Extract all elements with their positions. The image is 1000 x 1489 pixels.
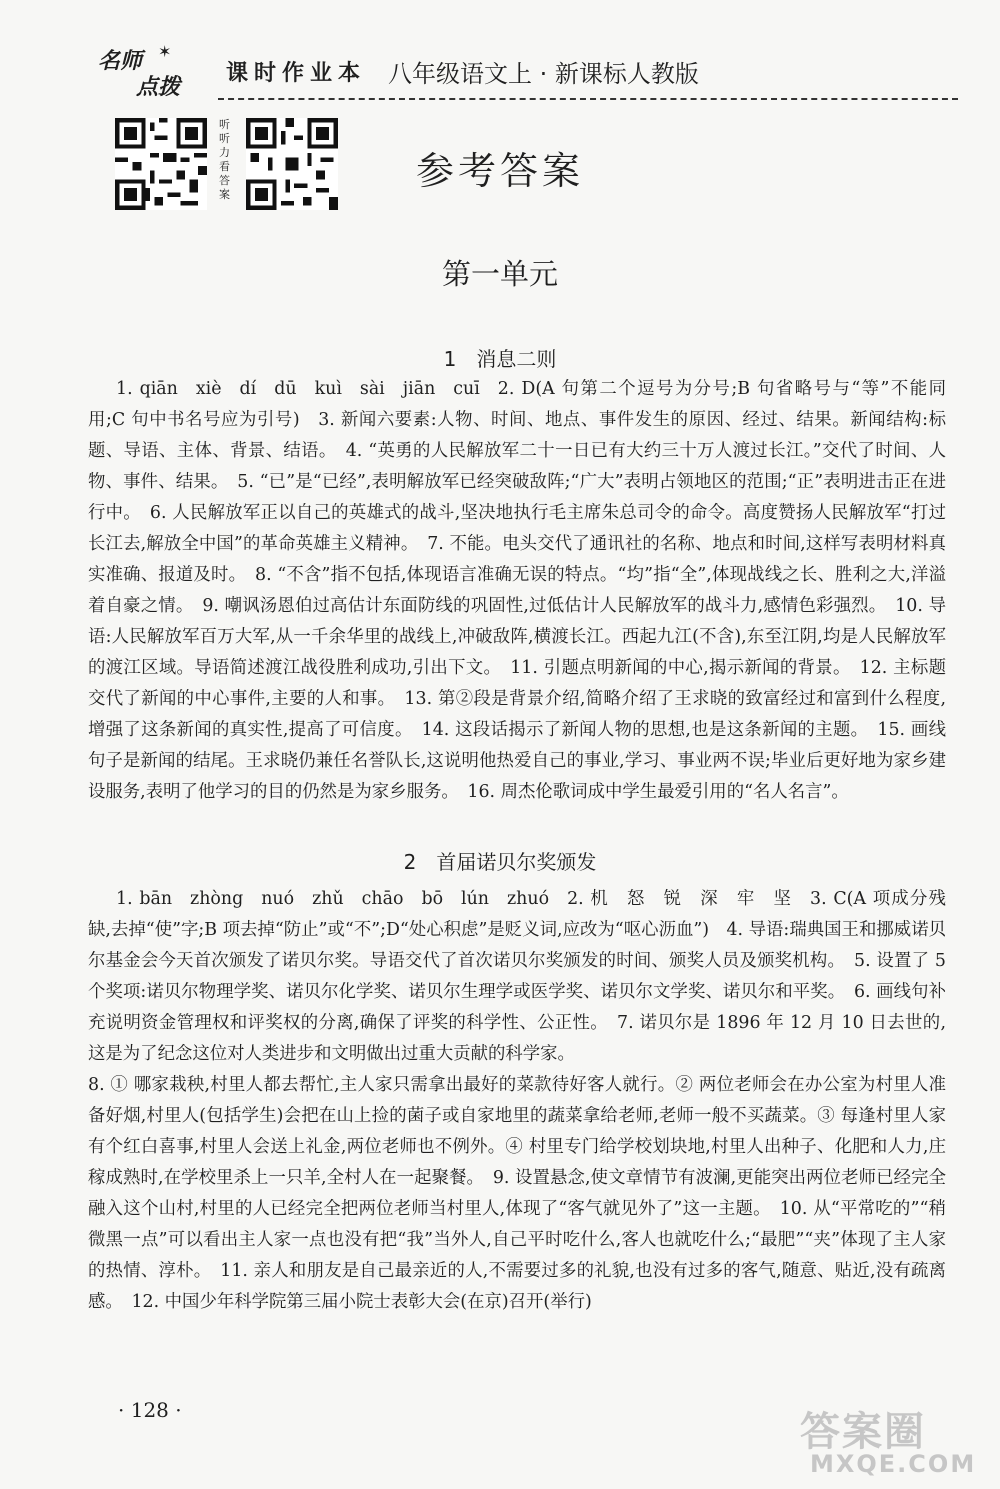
watermark xyxy=(800,1400,980,1480)
watermark-line1: 答案圈 xyxy=(800,1409,926,1455)
qr-caption: 听听力看答案 xyxy=(219,118,230,201)
pinyin-item: dū xyxy=(274,379,297,399)
pinyin-item: 1. bān xyxy=(116,889,173,909)
pinyin-item: dí xyxy=(239,379,257,399)
pinyin-item: chāo xyxy=(361,889,404,909)
char-item: 坚 xyxy=(773,889,793,909)
pinyin-item: zhòng xyxy=(190,889,244,909)
logo-line2: 点拨 xyxy=(136,74,181,100)
pinyin-item: 1. qiān xyxy=(116,379,178,399)
page-header xyxy=(88,40,958,102)
char-item: 深 xyxy=(700,889,719,909)
series-name: 课时作业本 xyxy=(226,60,367,86)
watermark-line2: MXQE.COM xyxy=(810,1450,977,1478)
pinyin-item: zhǔ xyxy=(312,889,344,909)
pinyin-item: cuī xyxy=(453,379,480,399)
lesson-heading: 2 首届诺贝尔奖颁发 xyxy=(403,850,597,874)
page-number: · 128 · xyxy=(118,1398,182,1422)
pinyin-item: xiè xyxy=(195,379,222,399)
char-item: 锐 xyxy=(663,889,683,909)
pinyin-item: bō xyxy=(421,889,444,909)
pinyin-item: lún xyxy=(461,889,490,909)
pinyin-item: sài xyxy=(359,379,385,399)
lesson-answers xyxy=(88,884,946,1394)
answer-text: 3. C(A 项成分残缺,去掉“使”字;B 项去掉“防止”或“不”;D“处心积虑”是贬义词,应改为“呕心沥血”) 4. 导语:瑞典国王和挪威诺贝尔基金会今天首次颁发了诺贝尔奖。导语交代了首次诺贝尔奖颁发的时间、颁奖人员及颁奖机构。 5. 设置了 5 个奖项:诺贝尔物理学奖、诺贝尔化学奖、诺贝尔生理学或医学奖、诺贝尔文学奖、诺贝尔和平奖。 6. 画线句补充说明资金管理权和评奖权的分离,确保了评奖的科学性、公正性。 7. 诺贝尔是 1896 年 12 月 10 日去世的,这是为了纪念这位对人类进步和文明做出过重大贡献的科学家。 xyxy=(88,889,946,1064)
publisher-logo xyxy=(88,40,218,98)
chars-lead: 2. 机 xyxy=(567,889,609,909)
pinyin-item: nuó xyxy=(261,889,295,909)
lesson-answers xyxy=(88,374,946,844)
pinyin-item: zhuó xyxy=(507,889,550,909)
unit-heading: 第一单元 xyxy=(441,257,558,291)
answer-paragraph xyxy=(88,884,946,1070)
page-title: 参考答案 xyxy=(415,149,584,193)
star-icon: ✶ xyxy=(158,42,172,61)
header-divider xyxy=(218,98,958,100)
lesson-heading: 1 消息二则 xyxy=(443,347,557,371)
book-title: 八年级语文上 · 新课标人教版 xyxy=(388,60,699,88)
answer-paragraph: 8. ① 哪家栽秧,村里人都去帮忙,主人家只需拿出最好的菜款待好客人就行。② 两位老师会在办公室为村里人准备好烟,村里人(包括学生)会把在山上捡的菌子或自家地里的蔬菜拿给老师,老师一般不买蔬菜。③ 每逢村里人家有个红白喜事,村里人会送上礼金,两位老师也不例外。④ 村里专门给学校划块地,村里人出种子、化肥和人力,庄稼成熟时,在学校里杀上一只羊,全村人在一起聚餐。 9. 设置悬念,使文章情节有波澜,更能突出两位老师已经完全融入这个山村,村里的人已经完全把两位老师当村里人,体现了“客气就见外了”这一主题。 10. 从“平常吃的”“稍微黑一点”可以看出主人家一点也没有把“我”当外人,自己平时吃什么,客人也就吃什么;“最肥”“夹”体现了主人家的热情、淳朴。 11. 亲人和朋友是自己最亲近的人,不需要过多的礼貌,也没有过多的客气,随意、贴近,没有疏离感。 12. 中国少年科学院第三届小院士表彰大会(在京)召开(举行) xyxy=(88,1075,946,1312)
logo-line1: 名师 xyxy=(98,48,143,74)
answer-text: 2. D(A 句第二个逗号为分号;B 句省略号与“等”不能同用;C 句中书名号应为引号) 3. 新闻六要素:人物、时间、地点、事件发生的原因、经过、结果。新闻结构:标题、导语、主体、背景、结语。 4. “英勇的人民解放军二十一日已有大约三十万人渡过长江。”交代了时间、人物、事件、结果。 5. “已”是“已经”,表明解放军已经突破敌阵;“广大”表明占领地区的范围;“正”表明进击正在进行中。 6. 人民解放军正以自己的英雄式的战斗,坚决地执行毛主席朱总司令的命令。高度赞扬人民解放军“打过长江去,解放全中国”的革命英雄主义精神。 7. 不能。电头交代了通讯社的名称、地点和时间,这样写表明材料真实准确、报道及时。 8. “不含”指不包括,体现语言准确无误的特点。“均”指“全”,体现战线之长、胜利之大,洋溢着自豪之情。 9. 嘲讽汤恩伯过高估计东面防线的巩固性,过低估计人民解放军的战斗力,感情色彩强烈。 10. 导语:人民解放军百万大军,从一千余华里的战线上,冲破敌阵,横渡长江。西起九江(不含),东至江阴,均是人民解放军的渡江区域。导语简述渡江战役胜利成功,引出下文。 11. 引题点明新闻的中心,揭示新闻的背景。 12. 主标题交代了新闻的中心事件,主要的人和事。 13. 第②段是背景介绍,简略介绍了王求晓的致富经过和富到什么程度,增强了这条新闻的真实性,提高了可信度。 14. 这段话揭示了新闻人物的思想,也是这条新闻的主题。 15. 画线句子是新闻的结尾。王求晓仍兼任名誉队长,这说明他热爱自己的事业,学习、事业两不误;毕业后更好地为家乡建设服务,表明了他学习的目的仍然是为家乡服务。 16. 周杰伦歌词成中学生最爱引用的“名人名言”。 xyxy=(88,379,946,802)
answer-paragraph xyxy=(88,374,946,808)
pinyin-item: kuì xyxy=(314,379,342,399)
char-item: 牢 xyxy=(736,889,756,909)
char-item: 怒 xyxy=(627,889,646,909)
pinyin-item: jiān xyxy=(402,379,436,399)
